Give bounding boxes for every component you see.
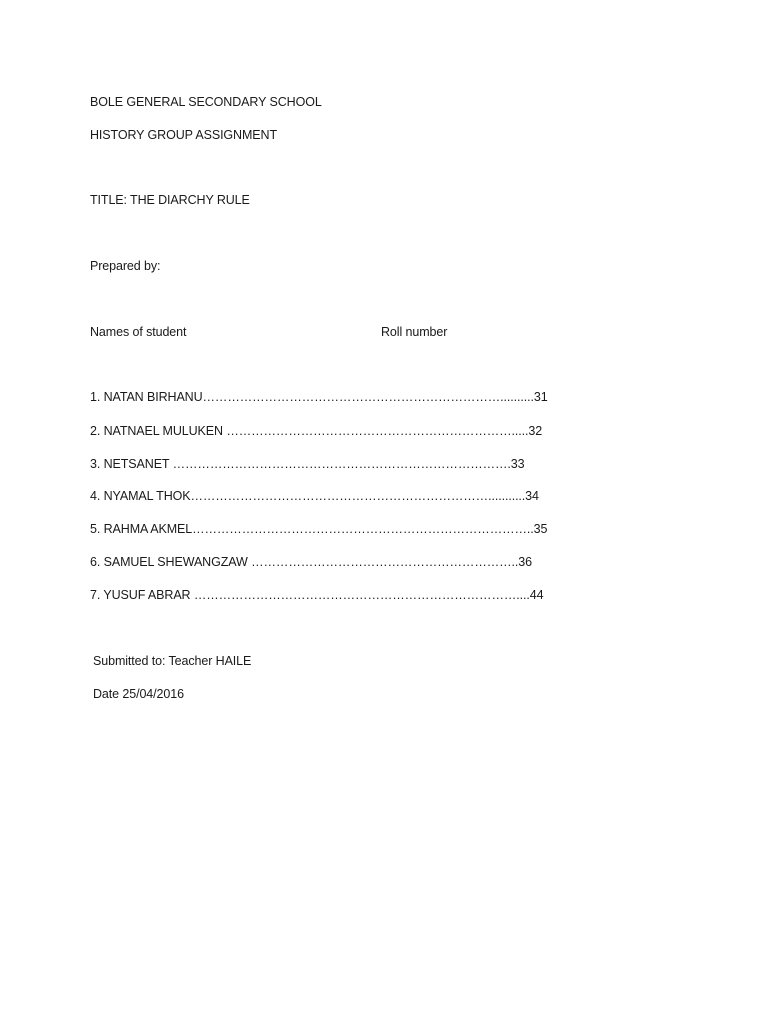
student-row: 1. NATAN BIRHANU………………………………………………………………..........31 [90,390,548,404]
student-row: 4. NYAMAL THOK………………………………………………………………...........34 [90,489,539,503]
assignment-title: TITLE: THE DIARCHY RULE [90,193,250,207]
prepared-by-label: Prepared by: [90,259,161,273]
student-row: 7. YUSUF ABRAR ……………………………………………………………………....44 [90,588,544,602]
assignment-label: HISTORY GROUP ASSIGNMENT [90,128,277,142]
submission-date: Date 25/04/2016 [93,687,184,701]
school-name: BOLE GENERAL SECONDARY SCHOOL [90,95,322,109]
student-row: 6. SAMUEL SHEWANGZAW ………………………………………………………..36 [90,555,532,569]
student-row: 3. NETSANET ……………………………………………………………………….33 [90,457,525,471]
student-row: 2. NATNAEL MULUKEN …………………………………………………………….....32 [90,424,543,438]
student-row: 5. RAHMA AKMEL………………………………………………………………………..35 [90,522,548,536]
submitted-to: Submitted to: Teacher HAILE [93,654,252,668]
names-column-header: Names of student [90,325,187,339]
roll-column-header: Roll number [381,325,448,339]
